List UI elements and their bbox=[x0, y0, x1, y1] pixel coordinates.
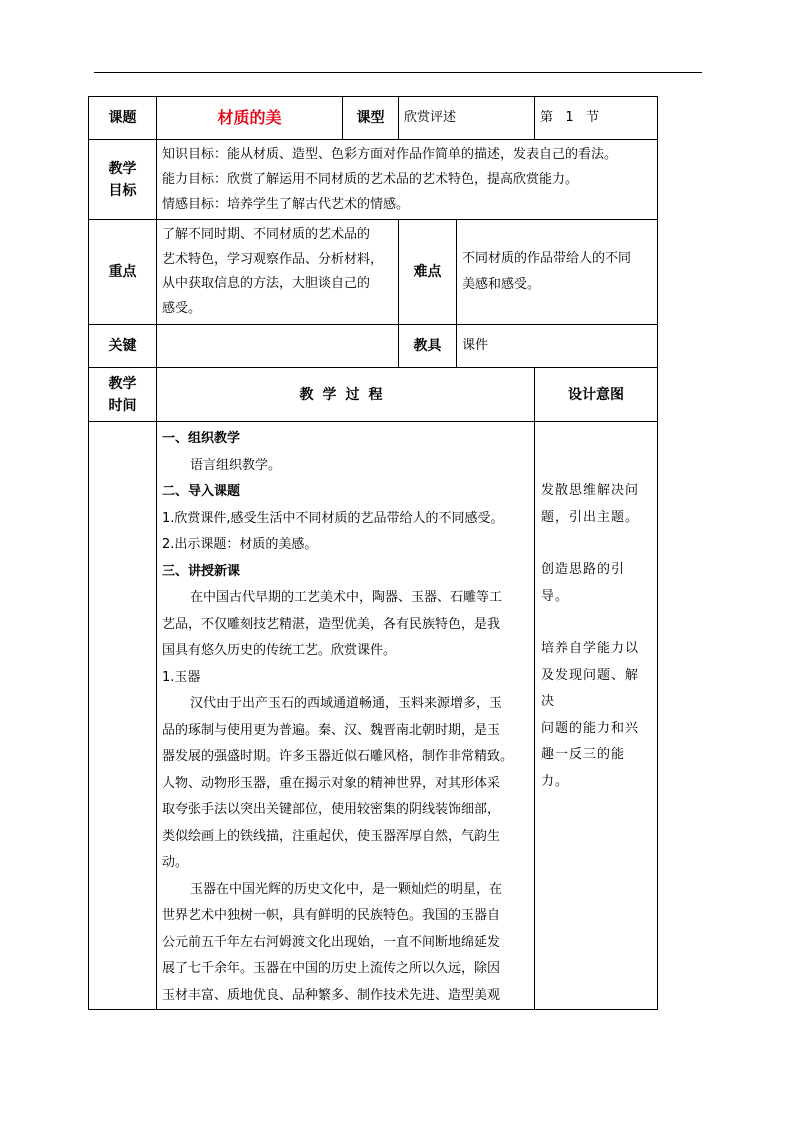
lesson-number: 第 1 节 bbox=[535, 97, 658, 140]
intent-line: 发散思维解决问 bbox=[541, 483, 640, 498]
course-title: 材质的美 bbox=[157, 97, 343, 140]
time-label-line2: 时间 bbox=[108, 397, 137, 414]
objectives-content bbox=[157, 140, 658, 220]
lesson-plan-table bbox=[88, 96, 658, 1010]
paragraph-line: 世界艺术中独树一帜，具有鲜明的民族特色。我国的玉器自 bbox=[162, 908, 501, 923]
time-cell bbox=[89, 422, 157, 1010]
paragraph-line: 动。 bbox=[162, 855, 189, 870]
intent-line: 培养自学能力以 bbox=[541, 641, 640, 656]
spacer bbox=[541, 610, 652, 636]
paragraph-line: 汉代由于出产玉石的西域通道畅通，玉料来源增多，玉 bbox=[190, 696, 503, 711]
intent-header: 设计意图 bbox=[535, 368, 658, 422]
course-label: 课题 bbox=[89, 97, 157, 140]
paragraph-line: 玉材丰富、质地优良、品种繁多、制作技术先进、造型美观 bbox=[162, 987, 501, 1003]
focus-content bbox=[157, 220, 399, 325]
focus-line: 了解不同时期、不同材质的艺术品的 bbox=[162, 227, 371, 242]
section-title: 二、导入课题 bbox=[162, 484, 241, 499]
paragraph-line: 在中国古代早期的工艺美术中，陶器、玉器、石雕等工 bbox=[190, 590, 503, 605]
objectives-label bbox=[89, 140, 157, 220]
paragraph-line: 国具有悠久历史的传统工艺。欣赏课件。 bbox=[162, 643, 397, 658]
difficulty-label: 难点 bbox=[399, 220, 457, 325]
focus-label: 重点 bbox=[89, 220, 157, 325]
focus-line: 艺术特色，学习观察作品、分析材料， bbox=[162, 251, 384, 267]
key-value bbox=[157, 325, 399, 368]
type-label: 课型 bbox=[343, 97, 399, 140]
focus-line: 从中获取信息的方法，大胆谈自己的 bbox=[162, 276, 371, 291]
paragraph-line: 器发展的强盛时期。许多玉器近似石雕风格，制作非常精致。 bbox=[162, 749, 514, 764]
paragraph-line: 艺品，不仅雕刻技艺精湛，造型优美，各有民族特色，是我 bbox=[162, 616, 501, 632]
emotion-objective: 情感目标：培养学生了解古代艺术的情感。 bbox=[162, 197, 410, 212]
paragraph-line: 品的琢制与使用更为普遍。秦、汉、魏晋南北朝时期，是玉 bbox=[162, 722, 501, 738]
intent-line: 及发现问题、解决 bbox=[541, 667, 640, 709]
focus-row bbox=[89, 220, 658, 325]
objectives-label-line1: 教学 bbox=[108, 160, 137, 177]
key-label: 关键 bbox=[89, 325, 157, 368]
ability-objective: 能力目标：欣赏了解运用不同材质的艺术品的艺术特色，提高欣赏能力。 bbox=[162, 172, 579, 187]
paragraph-line: 玉器在中国光辉的历史文化中，是一颗灿烂的明星，在 bbox=[190, 881, 503, 897]
paragraph-line: 公元前五千年左右河姆渡文化出现始，一直不间断地绵延发 bbox=[162, 934, 501, 950]
difficulty-line: 不同材质的作品带给人的不同 bbox=[462, 251, 632, 266]
process-header-row bbox=[89, 368, 658, 422]
objectives-row bbox=[89, 140, 658, 220]
intent-line: 问题的能力和兴 bbox=[541, 720, 640, 736]
process-body-row bbox=[89, 422, 658, 1010]
paragraph: 语言组织教学。 bbox=[190, 457, 282, 473]
course-row bbox=[89, 97, 658, 140]
tools-label: 教具 bbox=[399, 325, 457, 368]
key-row bbox=[89, 325, 658, 368]
difficulty-line: 美感和感受。 bbox=[462, 277, 541, 292]
intent-content bbox=[535, 422, 658, 1010]
spacer bbox=[541, 531, 652, 557]
time-label bbox=[89, 368, 157, 422]
paragraph-line: 展了七千余年。玉器在中国的历史上流传之所以久远，除因 bbox=[162, 961, 501, 976]
knowledge-objective: 知识目标：能从材质、造型、色彩方面对作品作简单的描述，发表自己的看法。 bbox=[162, 147, 618, 162]
tools-value: 课件 bbox=[457, 325, 658, 368]
paragraph-line: 取夸张手法以突出关键部位，使用较密集的阴线装饰细部， bbox=[162, 802, 501, 817]
process-content bbox=[157, 422, 535, 1010]
type-value: 欣赏评述 bbox=[399, 97, 535, 140]
focus-line: 感受。 bbox=[162, 300, 202, 316]
intent-line: 趣一反三的能力。 bbox=[541, 747, 626, 789]
list-item: 1.玉器 bbox=[162, 669, 201, 685]
section-title: 一、组织教学 bbox=[162, 431, 241, 446]
list-item: 1.欣赏课件,感受生活中不同材质的艺品带给人的不同感受。 bbox=[162, 510, 504, 526]
list-item: 2.出示课题：材质的美感。 bbox=[162, 537, 318, 552]
objectives-label-line2: 目标 bbox=[108, 182, 137, 199]
section-title: 三、讲授新课 bbox=[162, 563, 241, 579]
paragraph-line: 人物、动物形玉器，重在揭示对象的精神世界，对其形体采 bbox=[162, 775, 501, 791]
time-label-line1: 教学 bbox=[108, 375, 137, 392]
difficulty-content bbox=[457, 220, 658, 325]
top-rule bbox=[94, 72, 702, 73]
paragraph-line: 类似绘画上的铁线描，注重起伏，使玉器浑厚自然，气韵生 bbox=[162, 828, 501, 844]
intent-line: 题，引出主题。 bbox=[541, 509, 640, 525]
intent-line: 创造思路的引导。 bbox=[541, 562, 626, 604]
process-header: 教学过程 bbox=[157, 368, 535, 422]
